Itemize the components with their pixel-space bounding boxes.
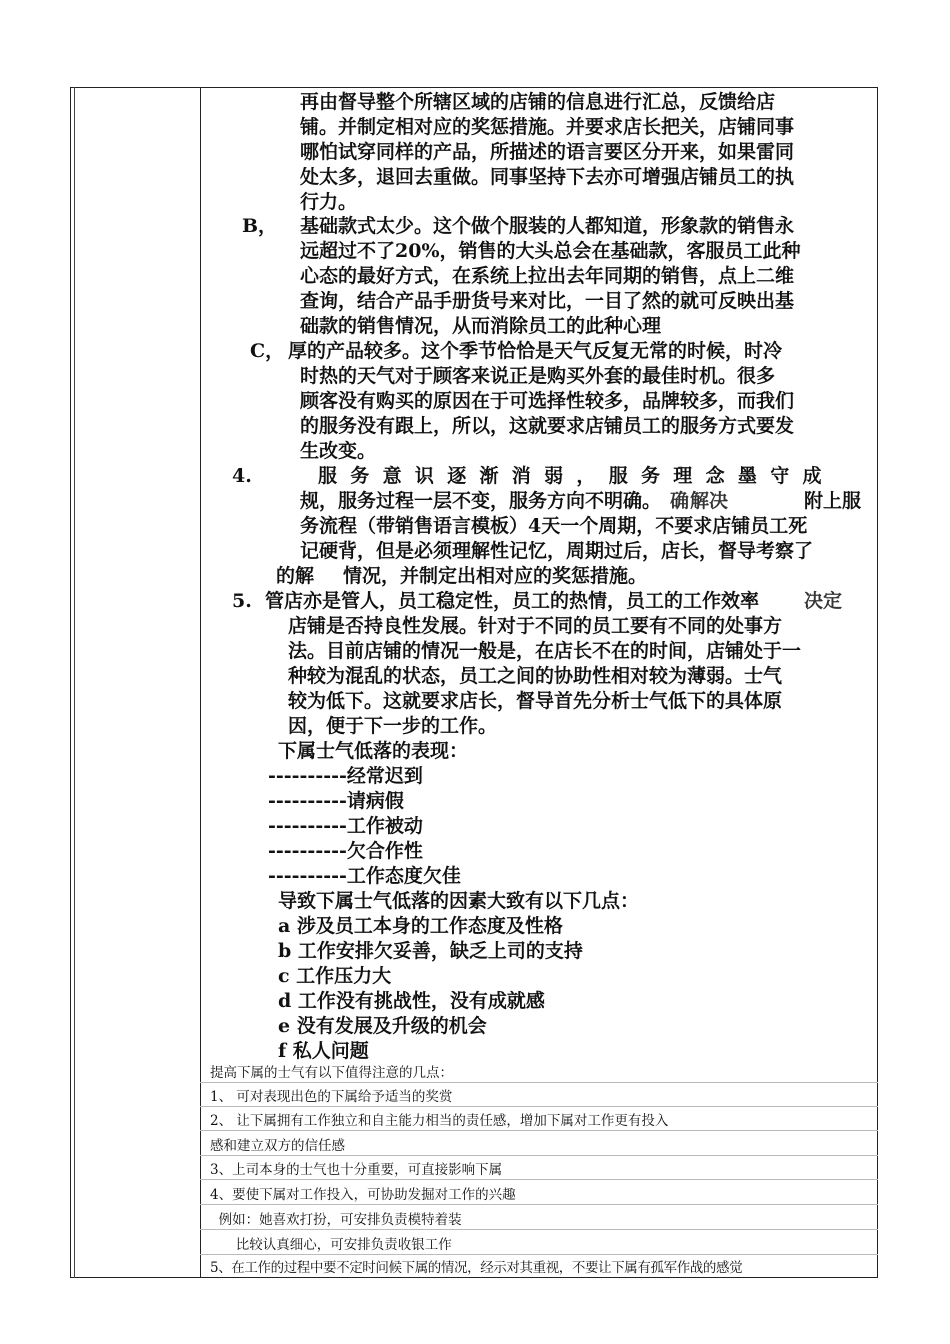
row-divider <box>200 1254 878 1255</box>
improve-item: 1、 可对表现出色的下属给予适当的奖赏 <box>210 1089 453 1105</box>
low-morale-item: ----------请病假 <box>268 790 404 812</box>
item-b-line-5: 础款的销售情况，从而消除员工的此种心理 <box>300 315 662 337</box>
item-c-line-3: 顾客没有购买的原因在于可选择性较多，品牌较多，而我们 <box>300 390 795 412</box>
row-divider <box>200 1130 878 1131</box>
item-4-overlap-1: 确 <box>670 490 690 512</box>
low-morale-title: 下属士气低落的表现： <box>278 740 469 762</box>
para-a-line-4: 处太多，退回去重做。同事坚持下去亦可增强店铺员工的执 <box>300 166 795 188</box>
row-divider <box>200 1106 878 1107</box>
row-divider <box>200 1082 878 1083</box>
improve-item: 5、在工作的过程中要不定时问候下属的情况，经示对其重视，不要让下属有孤军作战的感觉 <box>210 1260 743 1276</box>
item-c-line-2: 时热的天气对于顾客来说正是购买外套的最佳时机。很多 <box>300 365 776 387</box>
item-4-line-1: 服务意识逐渐消弱，服务理念墨守成 <box>318 465 835 487</box>
factor-item: d 工作没有挑战性，没有成就感 <box>278 990 545 1012</box>
item-4-line-3: 务流程（带销售语言模板）4天一个周期，不要求店铺员工死 <box>300 515 808 537</box>
low-morale-item: ----------工作态度欠佳 <box>268 865 461 887</box>
item-5-line-5: 较为低下。这就要求店长，督导首先分析士气低下的具体原 <box>288 690 783 712</box>
para-a-line-2: 铺。并制定相对应的奖惩措施。并要求店长把关，店铺同事 <box>300 116 795 138</box>
para-a-line-1: 再由督导整个所辖区域的店铺的信息进行汇总，反馈给店 <box>300 91 776 113</box>
item-5-label: 5. <box>232 590 252 612</box>
improve-item: 2、 让下属拥有工作独立和自主能力相当的责任感，增加下属对工作更有投入 <box>210 1113 669 1129</box>
row-divider <box>200 1229 878 1230</box>
factor-item: b 工作安排欠妥善，缺乏上司的支持 <box>278 940 583 962</box>
item-b-line-1: 基础款式太少。这个做个服装的人都知道，形象款的销售永 <box>300 215 795 237</box>
improve-item: 例如：她喜欢打扮，可安排负责模特着装 <box>210 1212 462 1228</box>
item-5-overlap: 决定 <box>804 590 843 612</box>
item-c-line-4: 的服务没有跟上，所以，这就要求店铺员工的服务方式要发 <box>300 415 795 437</box>
item-4-overlap-2: 解决 <box>690 490 729 512</box>
item-b-label: B， <box>242 215 278 237</box>
table-left-inner-border <box>74 87 75 1278</box>
low-morale-item: ----------经常迟到 <box>268 765 423 787</box>
item-5-line-1: 管店亦是管人，员工稳定性，员工的热情，员工的工作效率 <box>265 590 760 612</box>
low-morale-item: ----------欠合作性 <box>268 840 423 862</box>
row-divider <box>200 1204 878 1205</box>
para-a-line-5: 行力。 <box>300 191 358 213</box>
factor-item: e 没有发展及升级的机会 <box>278 1015 487 1037</box>
factor-item: f 私人问题 <box>278 1040 369 1062</box>
item-c-line-1: 厚的产品较多。这个季节恰恰是天气反复无常的时候，时冷 <box>288 340 783 362</box>
item-4-line-4: 记硬背，但是必须理解性记忆，周期过后，店长，督导考察了 <box>300 540 814 562</box>
item-4-line-5b: 情况，并制定出相对应的奖惩措施。 <box>343 565 648 587</box>
improve-item: 4、要使下属对工作投入，可协助发掘对工作的兴趣 <box>210 1187 516 1203</box>
para-a-line-3: 哪怕试穿同样的产品，所描述的语言要区分开来，如果雷同 <box>300 141 795 163</box>
item-4-line-5a: 的解 <box>276 565 315 587</box>
improve-item: 比较认真细心，可安排负责收银工作 <box>210 1237 452 1253</box>
item-b-line-2: 远超过不了20%，销售的大头总会在基础款，客服员工此种 <box>300 240 801 262</box>
item-c-label: C， <box>250 340 285 362</box>
item-b-line-3: 心态的最好方式，在系统上拉出去年同期的销售，点上二维 <box>300 265 795 287</box>
item-b-line-4: 查询，结合产品手册货号来对比，一目了然的就可反映出基 <box>300 290 795 312</box>
item-5-line-2: 店铺是否持良性发展。针对于不同的员工要有不同的处事方 <box>288 615 783 637</box>
item-4-line-2b: 附上服 <box>804 490 862 512</box>
improve-item: 感和建立双方的信任感 <box>210 1138 345 1154</box>
item-4-label: 4. <box>232 465 252 487</box>
factor-item: a 涉及员工本身的工作态度及性格 <box>278 915 563 937</box>
row-divider <box>200 1179 878 1180</box>
item-5-line-3: 法。目前店铺的情况一般是，在店长不在的时间，店铺处于一 <box>288 640 802 662</box>
improve-item: 3、上司本身的士气也十分重要，可直接影响下属 <box>210 1162 503 1178</box>
low-morale-item: ----------工作被动 <box>268 815 423 837</box>
item-c-line-5: 生改变。 <box>300 440 377 462</box>
factor-item: c 工作压力大 <box>278 965 392 987</box>
improve-title: 提高下属的士气有以下值得注意的几点： <box>210 1065 453 1081</box>
factors-title: 导致下属士气低落的因素大致有以下几点： <box>278 890 640 912</box>
row-divider <box>200 1155 878 1156</box>
table-column-divider <box>200 87 201 1278</box>
item-4-line-2a: 规，服务过程一层不变，服务方向不明确。 <box>300 490 662 512</box>
item-5-line-6: 因，便于下一步的工作。 <box>288 715 498 737</box>
item-5-line-4: 种较为混乱的状态，员工之间的协助性相对较为薄弱。士气 <box>288 665 783 687</box>
